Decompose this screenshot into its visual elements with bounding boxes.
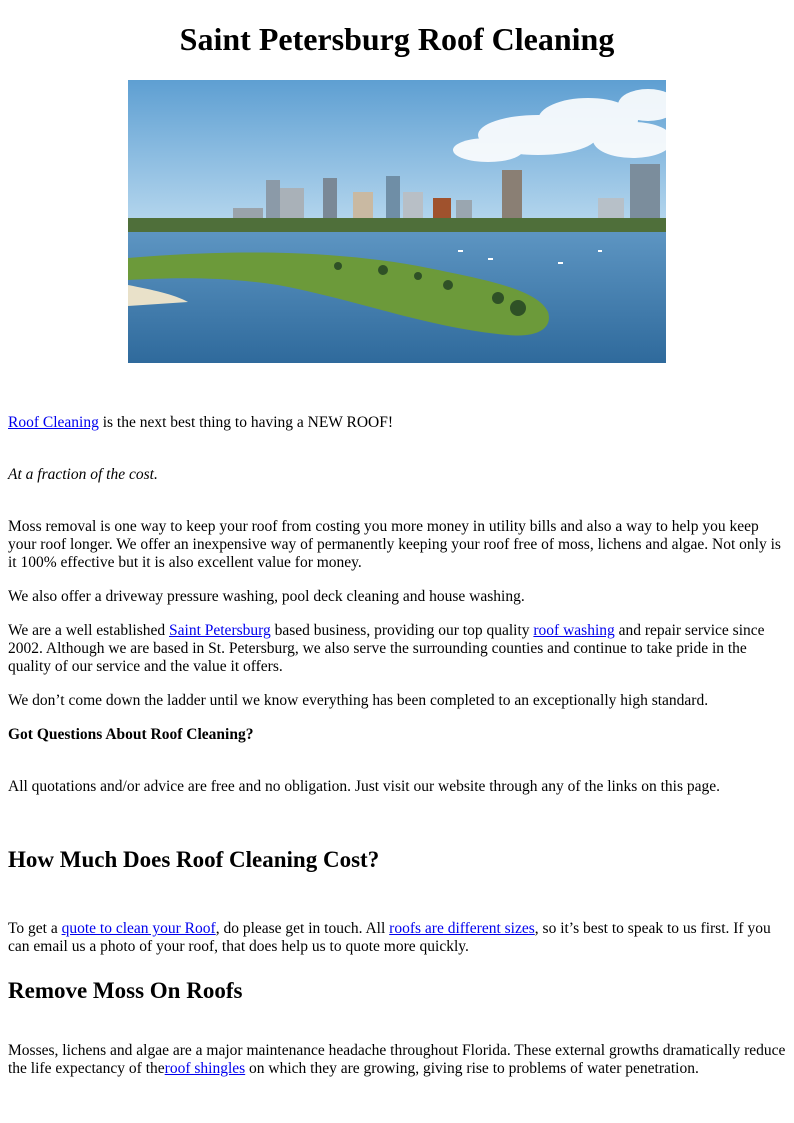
hero-image-wrapper — [8, 80, 786, 363]
roof-cleaning-link[interactable]: Roof Cleaning — [8, 414, 99, 431]
cost-heading: How Much Does Roof Cleaning Cost? — [8, 847, 380, 872]
services-paragraph: We also offer a driveway pressure washing, pool deck cleaning and house washing. — [8, 588, 525, 605]
moss-removal-paragraph: Moss removal is one way to keep your roof from costing you more money in utility bills and also a way to help you keep your roof longer. We offer an inexpensive way of permanently keeping your roof free of moss, lichens and algae. Not only is it 100% effective but it is also excellent value for money. — [8, 518, 781, 571]
established-paragraph: We are a well established Saint Petersburg based business, providing our top quality roof washing and repair service since 2002. Although we are based in St. Petersburg, we also serve the surrounding counties and continue to take pride in the quality of our service and the value it offers. — [8, 622, 765, 675]
quotations-paragraph: All quotations and/or advice are free and no obligation. Just visit our website through any of the links on this page. — [8, 778, 720, 795]
roof-shingles-link[interactable]: roof shingles — [164, 1060, 246, 1077]
remove-moss-paragraph: Mosses, lichens and algae are a major maintenance headache throughout Florida. These external growths dramatically reduce the life expectancy of theroof shingles on which they are growing, giving rise to problems of water penetration. — [8, 1042, 786, 1077]
roof-sizes-link[interactable]: roofs are different sizes — [389, 920, 535, 937]
roof-washing-link[interactable]: roof washing — [533, 622, 615, 639]
intro-text: is the next best thing to having a NEW ROOF! — [98, 414, 394, 431]
intro-paragraph — [8, 414, 786, 432]
page-title: Saint Petersburg Roof Cleaning — [179, 21, 615, 57]
hero-image-st-petersburg-skyline — [128, 80, 666, 363]
tagline: At a fraction of the cost. — [8, 466, 158, 483]
quote-link[interactable]: quote to clean your Roof — [61, 920, 216, 937]
saint-petersburg-link[interactable]: Saint Petersburg — [169, 622, 271, 639]
remove-moss-heading: Remove Moss On Roofs — [8, 978, 243, 1003]
questions-heading: Got Questions About Roof Cleaning? — [8, 726, 254, 743]
cost-paragraph: To get a quote to clean your Roof, do please get in touch. All roofs are different sizes, so it’s best to speak to us first. If you can email us a photo of your roof, that does help us to quote more quickly. — [8, 920, 771, 955]
ladder-paragraph: We don’t come down the ladder until we know everything has been completed to an exceptionally high standard. — [8, 692, 709, 709]
